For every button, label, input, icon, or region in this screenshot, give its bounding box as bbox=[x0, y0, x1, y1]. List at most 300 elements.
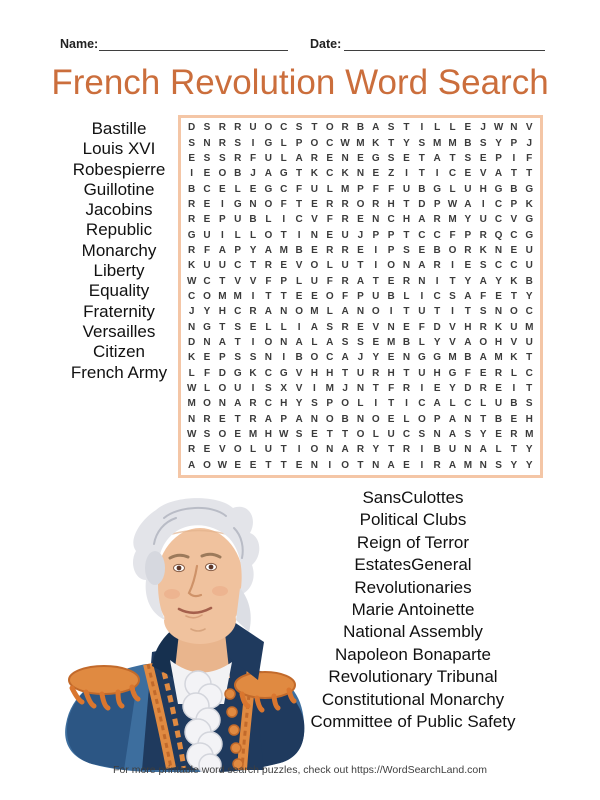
word-list-item: Louis XVI bbox=[82, 139, 156, 159]
grid-letter: Z bbox=[388, 168, 395, 180]
word-list-item: Napoleon Bonaparte bbox=[335, 644, 491, 664]
grid-letter: E bbox=[510, 244, 518, 256]
grid-letter: L bbox=[326, 183, 333, 195]
grid-letter: R bbox=[341, 122, 349, 134]
grid-letter: B bbox=[510, 183, 518, 195]
grid-letter: K bbox=[249, 367, 257, 379]
grid-letter: T bbox=[418, 152, 425, 164]
grid-letter: N bbox=[372, 214, 380, 226]
grid-letter: R bbox=[479, 321, 487, 333]
grid-letter: M bbox=[248, 429, 258, 441]
grid-letter: U bbox=[203, 260, 211, 272]
grid-letter: D bbox=[464, 383, 472, 395]
grid-letter: A bbox=[433, 152, 441, 164]
grid-letter: T bbox=[296, 198, 303, 210]
grid-letter: R bbox=[402, 275, 411, 287]
grid-row bbox=[184, 135, 537, 150]
grid-letter: O bbox=[295, 306, 303, 318]
word-list-item: Revolutionary Tribunal bbox=[328, 667, 498, 687]
grid-letter: M bbox=[525, 321, 534, 333]
grid-letter: L bbox=[311, 336, 318, 348]
grid-letter: R bbox=[188, 214, 196, 226]
grid-letter: C bbox=[234, 260, 242, 272]
grid-letter: S bbox=[387, 152, 395, 164]
grid-letter: R bbox=[188, 198, 196, 210]
grid-letter: O bbox=[264, 198, 273, 210]
grid-letter: K bbox=[510, 352, 518, 364]
grid-letter: P bbox=[387, 229, 395, 241]
grid-letter: C bbox=[510, 260, 518, 272]
grid-letter: T bbox=[342, 429, 349, 441]
grid-letter: R bbox=[326, 244, 334, 256]
grid-letter: E bbox=[188, 152, 195, 164]
grid-letter: C bbox=[525, 306, 533, 318]
grid-letter: E bbox=[495, 429, 502, 441]
grid-letter: C bbox=[418, 229, 426, 241]
grid-letter: T bbox=[388, 444, 395, 456]
grid-letter: R bbox=[234, 152, 242, 164]
grid-letter: E bbox=[387, 352, 395, 364]
grid-letter: T bbox=[403, 122, 410, 134]
grid-letter: N bbox=[203, 137, 211, 149]
grid-letter: G bbox=[203, 321, 211, 333]
grid-letter: V bbox=[510, 336, 518, 348]
grid-letter: O bbox=[341, 459, 349, 471]
grid-letter: L bbox=[203, 383, 211, 395]
grid-letter: R bbox=[218, 137, 226, 149]
grid-letter: E bbox=[403, 321, 410, 333]
grid-letter: O bbox=[510, 306, 518, 318]
grid-letter: I bbox=[374, 260, 378, 272]
grid-letter: H bbox=[280, 398, 288, 410]
grid-letter: M bbox=[448, 352, 457, 364]
grid-letter: E bbox=[326, 229, 334, 241]
grid-letter: L bbox=[418, 336, 425, 348]
grid-letter: E bbox=[203, 352, 211, 364]
grid-letter: O bbox=[310, 444, 319, 456]
grid-letter: G bbox=[264, 183, 273, 195]
grid-letter: I bbox=[297, 229, 301, 241]
grid-letter: L bbox=[280, 137, 287, 149]
word-list-item: Citizen bbox=[93, 342, 145, 362]
grid-letter: F bbox=[480, 290, 487, 302]
grid-letter: N bbox=[310, 459, 319, 471]
grid-letter: N bbox=[494, 244, 503, 256]
grid-letter: L bbox=[280, 321, 287, 333]
grid-letter: N bbox=[249, 198, 257, 210]
grid-letter: N bbox=[387, 321, 395, 333]
grid-letter: C bbox=[510, 229, 518, 241]
grid-letter: T bbox=[388, 398, 395, 410]
grid-letter: I bbox=[251, 383, 255, 395]
grid-letter: U bbox=[264, 444, 272, 456]
grid-letter: H bbox=[494, 336, 503, 348]
grid-letter: J bbox=[250, 168, 256, 180]
grid-letter: B bbox=[510, 398, 518, 410]
grid-letter: G bbox=[417, 352, 426, 364]
grid-letter: M bbox=[494, 352, 503, 364]
grid-letter: K bbox=[341, 168, 349, 180]
grid-letter: U bbox=[387, 429, 395, 441]
grid-letter: R bbox=[249, 398, 257, 410]
grid-letter: S bbox=[249, 352, 257, 364]
grid-letter: B bbox=[418, 183, 426, 195]
grid-letter: E bbox=[433, 383, 441, 395]
grid-letter: K bbox=[510, 275, 518, 287]
grid-letter: T bbox=[219, 275, 226, 287]
grid-letter: O bbox=[218, 383, 227, 395]
grid-letter: A bbox=[218, 244, 226, 256]
grid-letter: S bbox=[357, 336, 364, 348]
grid-letter: R bbox=[494, 367, 503, 379]
grid-letter: R bbox=[402, 444, 411, 456]
grid-letter: H bbox=[464, 321, 472, 333]
grid-letter: M bbox=[433, 137, 442, 149]
grid-letter: N bbox=[310, 229, 319, 241]
grid-letter: S bbox=[234, 352, 242, 364]
grid-letter: B bbox=[341, 413, 349, 425]
grid-letter: D bbox=[188, 336, 196, 348]
grid-letter: L bbox=[249, 444, 257, 456]
grid-letter: U bbox=[356, 367, 365, 379]
grid-letter: T bbox=[265, 290, 272, 302]
grid-letter: R bbox=[341, 321, 349, 333]
grid-letter: S bbox=[403, 244, 410, 256]
grid-row bbox=[184, 227, 537, 242]
grid-letter: E bbox=[464, 260, 472, 272]
grid-letter: B bbox=[525, 275, 533, 287]
grid-letter: I bbox=[451, 306, 454, 318]
grid-letter: P bbox=[280, 413, 288, 425]
grid-letter: V bbox=[525, 122, 533, 134]
grid-letter: B bbox=[402, 336, 411, 348]
grid-letter: U bbox=[264, 152, 272, 164]
grid-letter: A bbox=[295, 413, 303, 425]
grid-letter: K bbox=[188, 352, 196, 364]
grid-letter: O bbox=[325, 290, 334, 302]
grid-letter: T bbox=[372, 275, 379, 287]
grid-letter: T bbox=[234, 413, 241, 425]
grid-letter: A bbox=[479, 352, 487, 364]
grid-letter: L bbox=[449, 122, 456, 134]
grid-letter: T bbox=[449, 275, 456, 287]
grid-letter: V bbox=[234, 275, 242, 287]
grid-letter: E bbox=[326, 152, 334, 164]
grid-row bbox=[184, 350, 537, 365]
grid-letter: T bbox=[357, 260, 364, 272]
grid-letter: A bbox=[387, 459, 395, 471]
page-title: French Revolution Word Search bbox=[51, 63, 549, 102]
grid-letter: S bbox=[418, 429, 426, 441]
grid-letter: O bbox=[218, 168, 227, 180]
grid-letter: C bbox=[494, 214, 503, 226]
grid-letter: E bbox=[234, 429, 242, 441]
grid-letter: E bbox=[495, 383, 502, 395]
grid-row bbox=[184, 412, 537, 427]
grid-letter: S bbox=[203, 152, 211, 164]
grid-letter: T bbox=[280, 444, 287, 456]
grid-letter: P bbox=[234, 244, 242, 256]
grid-letter: E bbox=[387, 413, 395, 425]
grid-letter: L bbox=[495, 444, 502, 456]
grid-letter: I bbox=[420, 122, 424, 134]
grid-letter: Y bbox=[249, 244, 257, 256]
grid-letter: V bbox=[219, 444, 226, 456]
grid-letter: U bbox=[402, 183, 411, 195]
grid-letter: T bbox=[434, 306, 441, 318]
grid-letter: S bbox=[203, 122, 211, 134]
grid-letter: I bbox=[374, 398, 378, 410]
grid-letter: H bbox=[310, 367, 319, 379]
grid-letter: W bbox=[340, 137, 350, 149]
grid-letter: N bbox=[479, 459, 487, 471]
word-list-item: French Army bbox=[70, 362, 168, 382]
grid-letter: T bbox=[357, 459, 364, 471]
grid-row bbox=[184, 366, 537, 381]
grid-letter: U bbox=[218, 260, 226, 272]
grid-letter: Y bbox=[479, 429, 487, 441]
grid-letter: S bbox=[265, 383, 272, 395]
grid-letter: I bbox=[512, 383, 516, 395]
grid-letter: S bbox=[234, 321, 242, 333]
grid-letter: U bbox=[525, 260, 533, 272]
grid-letter: J bbox=[526, 137, 533, 149]
grid-letter: O bbox=[310, 137, 319, 149]
grid-letter: G bbox=[433, 352, 442, 364]
grid-letter: A bbox=[341, 306, 349, 318]
grid-letter: H bbox=[326, 367, 334, 379]
grid-letter: O bbox=[479, 336, 488, 348]
grid-letter: J bbox=[342, 383, 348, 395]
grid-letter: G bbox=[279, 367, 288, 379]
grid-letter: S bbox=[188, 137, 195, 149]
grid-letter: E bbox=[249, 321, 257, 333]
grid-letter: U bbox=[494, 398, 503, 410]
grid-letter: I bbox=[251, 137, 255, 149]
grid-letter: V bbox=[295, 260, 303, 272]
grid-letter: H bbox=[402, 214, 411, 226]
grid-row bbox=[184, 151, 537, 166]
grid-letter: T bbox=[510, 290, 517, 302]
name-label: Name: bbox=[60, 37, 99, 51]
grid-letter: L bbox=[480, 398, 487, 410]
grid-letter: E bbox=[357, 152, 364, 164]
grid-letter: B bbox=[494, 413, 503, 425]
grid-letter: S bbox=[219, 152, 226, 164]
grid-letter: E bbox=[403, 459, 410, 471]
grid-letter: K bbox=[525, 198, 533, 210]
grid-letter: I bbox=[297, 321, 301, 333]
grid-letter: V bbox=[249, 275, 257, 287]
grid-letter: Y bbox=[203, 306, 211, 318]
grid-letter: A bbox=[448, 413, 457, 425]
grid-letter: J bbox=[357, 352, 364, 364]
grid-letter: W bbox=[186, 429, 197, 441]
grid-letter: U bbox=[203, 229, 211, 241]
word-list-item: Jacobins bbox=[85, 200, 153, 220]
grid-row bbox=[184, 181, 537, 196]
grid-letter: K bbox=[310, 168, 319, 180]
grid-letter: T bbox=[403, 198, 410, 210]
grid-row bbox=[184, 304, 537, 319]
grid-letter: A bbox=[464, 336, 472, 348]
grid-letter: I bbox=[374, 244, 378, 256]
grid-letter: R bbox=[310, 152, 319, 164]
grid-letter: Y bbox=[495, 275, 502, 287]
grid-letter: E bbox=[311, 290, 318, 302]
grid-letter: F bbox=[203, 367, 211, 379]
grid-letter: A bbox=[479, 275, 487, 287]
grid-letter: C bbox=[280, 122, 288, 134]
grid-letter: N bbox=[264, 352, 272, 364]
grid-letter: H bbox=[387, 367, 395, 379]
grid-letter: G bbox=[233, 198, 242, 210]
grid-letter: E bbox=[464, 168, 472, 180]
grid-letter: O bbox=[387, 260, 396, 272]
grid-letter: A bbox=[356, 275, 365, 287]
grid-letter: C bbox=[264, 367, 272, 379]
grid-letter: I bbox=[313, 383, 316, 395]
grid-letter: H bbox=[433, 367, 441, 379]
grid-letter: V bbox=[449, 321, 456, 333]
grid-letter: A bbox=[448, 459, 457, 471]
grid-letter: I bbox=[389, 306, 393, 318]
grid-letter: S bbox=[203, 429, 211, 441]
grid-letter: U bbox=[418, 306, 426, 318]
grid-letter: B bbox=[249, 214, 257, 226]
grid-letter: L bbox=[449, 398, 456, 410]
grid-letter: S bbox=[295, 122, 303, 134]
grid-letter: T bbox=[526, 352, 533, 364]
grid-letter: L bbox=[357, 398, 364, 410]
grid-letter: C bbox=[433, 290, 441, 302]
grid-letter: R bbox=[326, 198, 334, 210]
grid-letter: D bbox=[418, 198, 426, 210]
grid-letter: G bbox=[525, 214, 534, 226]
grid-letter: M bbox=[340, 183, 350, 195]
grid-letter: L bbox=[234, 183, 241, 195]
grid-letter: Y bbox=[525, 444, 533, 456]
grid-letter: B bbox=[464, 137, 472, 149]
word-list-item: National Assembly bbox=[343, 622, 483, 642]
grid-letter: H bbox=[479, 183, 487, 195]
grid-letter: P bbox=[510, 198, 518, 210]
grid-letter: W bbox=[217, 459, 228, 471]
grid-letter: M bbox=[463, 459, 473, 471]
grid-letter: Y bbox=[372, 352, 380, 364]
grid-letter: Y bbox=[510, 459, 518, 471]
grid-row bbox=[184, 197, 537, 212]
grid-letter: S bbox=[464, 152, 472, 164]
grid-letter: A bbox=[418, 214, 426, 226]
grid-letter: R bbox=[249, 413, 257, 425]
grid-letter: Y bbox=[449, 383, 456, 395]
grid-letter: D bbox=[433, 321, 441, 333]
grid-letter: T bbox=[265, 459, 272, 471]
word-list-item: Liberty bbox=[93, 261, 145, 281]
grid-letter: P bbox=[357, 183, 364, 195]
grid-row bbox=[184, 120, 537, 135]
grid-letter: C bbox=[387, 214, 395, 226]
grid-letter: W bbox=[186, 275, 197, 287]
grid-letter: V bbox=[295, 383, 303, 395]
grid-letter: X bbox=[280, 383, 288, 395]
grid-letter: A bbox=[310, 321, 319, 333]
grid-letter: H bbox=[264, 429, 272, 441]
grid-letter: E bbox=[357, 244, 364, 256]
grid-letter: C bbox=[326, 352, 334, 364]
grid-letter: N bbox=[203, 336, 211, 348]
grid-letter: E bbox=[203, 168, 211, 180]
grid-letter: C bbox=[464, 398, 472, 410]
grid-letter: F bbox=[203, 244, 211, 256]
grid-letter: U bbox=[372, 290, 380, 302]
grid-letter: F bbox=[326, 275, 333, 287]
grid-letter: N bbox=[341, 152, 349, 164]
grid-letter: P bbox=[326, 398, 334, 410]
grid-letter: A bbox=[494, 168, 503, 180]
grid-letter: O bbox=[264, 336, 273, 348]
grid-letter: L bbox=[188, 367, 195, 379]
grid-letter: R bbox=[234, 122, 242, 134]
grid-letter: M bbox=[187, 398, 196, 410]
word-list-item: SansCulottes bbox=[362, 488, 464, 507]
grid-letter: R bbox=[479, 383, 487, 395]
grid-letter: N bbox=[188, 413, 196, 425]
grid-letter: U bbox=[310, 183, 319, 195]
grid-letter: W bbox=[447, 198, 458, 210]
grid-letter: I bbox=[420, 290, 424, 302]
grid-letter: A bbox=[448, 429, 457, 441]
grid-letter: A bbox=[372, 122, 380, 134]
grid-letter: F bbox=[526, 152, 533, 164]
name-blank-line bbox=[99, 50, 288, 51]
grid-letter: R bbox=[341, 244, 349, 256]
grid-letter: A bbox=[341, 352, 349, 364]
grid-letter: E bbox=[249, 459, 257, 471]
grid-letter: A bbox=[295, 152, 303, 164]
grid-row bbox=[184, 166, 537, 181]
grid-letter: S bbox=[311, 398, 318, 410]
grid-letter: E bbox=[311, 198, 318, 210]
grid-letter: G bbox=[448, 367, 457, 379]
grid-letter: F bbox=[296, 183, 303, 195]
grid-letter: R bbox=[341, 275, 349, 287]
grid-letter: U bbox=[310, 275, 319, 287]
grid-letter: B bbox=[433, 244, 441, 256]
grid-letter: T bbox=[526, 168, 533, 180]
grid-letter: E bbox=[249, 183, 257, 195]
grid-letter: R bbox=[464, 244, 472, 256]
grid-letter: N bbox=[418, 275, 426, 287]
grid-letter: F bbox=[464, 367, 471, 379]
word-list-item: Reign of Terror bbox=[356, 532, 470, 552]
grid-letter: T bbox=[342, 367, 349, 379]
grid-letter: O bbox=[356, 198, 365, 210]
grid-letter: B bbox=[356, 122, 365, 134]
grid-letter: A bbox=[218, 336, 226, 348]
grid-letter: R bbox=[372, 367, 380, 379]
grid-letter: Y bbox=[372, 444, 380, 456]
grid-letter: P bbox=[295, 137, 303, 149]
grid-letter: P bbox=[372, 229, 380, 241]
grid-row bbox=[184, 396, 537, 411]
grid-row bbox=[184, 335, 537, 350]
grid-row bbox=[184, 319, 537, 334]
grid-letter: O bbox=[371, 306, 380, 318]
grid-letter: O bbox=[341, 398, 349, 410]
grid-letter: N bbox=[356, 306, 365, 318]
